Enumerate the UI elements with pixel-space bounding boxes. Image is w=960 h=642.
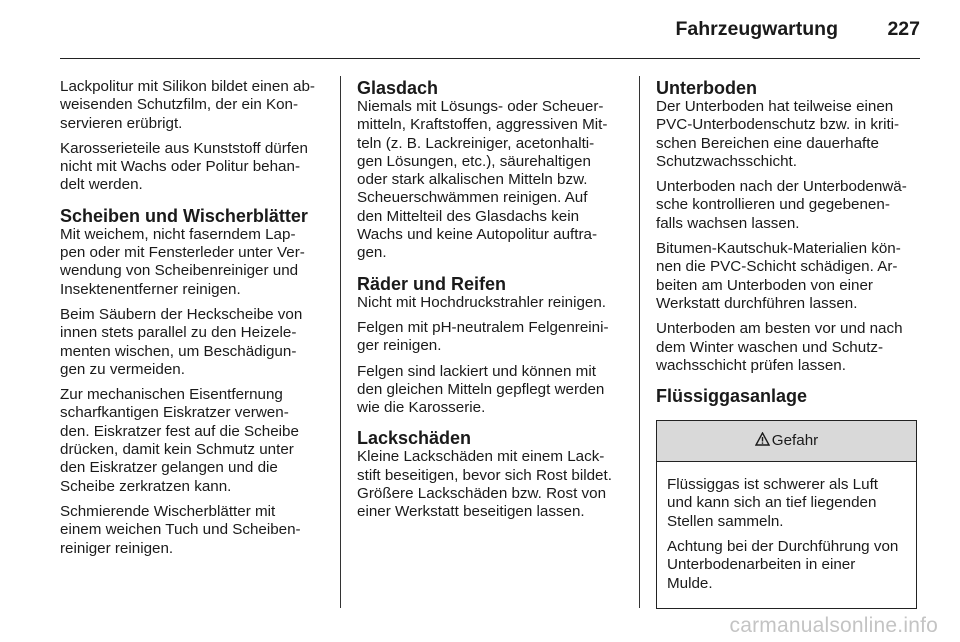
paragraph: Lackpolitur mit Silikon bildet einen ab- weisenden Schutzfilm, der ein Kon- servieren erübrigt. [60,78,315,132]
paragraph: Kleine Lackschäden mit einem Lack- stift beseitigen, bevor sich Rost bildet. Größere Lackschäden bzw. Rost von einer Werkstatt beseitigen lassen. [357,448,612,521]
warning-triangle-icon [755,432,772,451]
section-heading-scheiben: Scheiben und Wischerblätter [60,205,308,226]
paragraph: Unterboden nach der Unterbodenwä- sche kontrollieren und gegebenen- falls wachsen lassen. [656,178,907,232]
paragraph: Zur mechanischen Eisentfernung scharfkantigen Eiskratzer verwen- den. Eiskratzer fest auf die Scheibe drücken, damit kein Schmutz unter den Eiskratzer gelangen und die Scheibe zerkratzen kann. [60,386,299,495]
watermark: carmanualsonline.info [729,614,938,637]
paragraph: Niemals mit Lösungs- oder Scheuer- mitteln, Kraftstoffen, aggressiven Mit- teln (z. B. Lackreiniger, acetonhalti- gen Lösungen, etc.), säurehaltigen oder stark alkalischen Mitteln bzw. Scheuerschwämmen reinigen. Auf den Mittelteil des Glasdachs kein Wachs und keine Autopolitur auftra- gen. [357,98,608,262]
column-right [656,78,924,609]
danger-title: Gefahr [771,432,819,449]
column-left [60,78,330,565]
section-heading-raeder: Räder und Reifen [357,273,507,294]
paragraph: Mit weichem, nicht faserndem Lap- pen oder mit Fensterleder unter Ver- wendung von Scheibenreiniger und Insektenentferner reinigen. [60,225,305,298]
paragraph: Felgen mit pH-neutralem Felgenreini- ger reinigen. [357,318,609,355]
header-divider [60,58,920,59]
page-title: Fahrzeugwartung [675,18,838,40]
paragraph: Felgen sind lackiert und können mit den gleichen Mitteln gepflegt werden wie die Karosserie. [357,362,605,417]
page-number: 227 [887,18,920,40]
section-heading-glasdach: Glasdach [357,78,439,98]
section-heading-fluessiggas: Flüssiggasanlage [656,386,808,407]
paragraph: Der Unterboden hat teilweise einen PVC-Unterbodenschutz bzw. in kriti- schen Bereichen eine dauerhafte Schutzwachsschicht. [656,98,900,170]
paragraph: Unterboden am besten vor und nach dem Winter waschen und Schutz- wachsschicht prüfen lassen. [656,320,903,374]
paragraph: Bitumen-Kautschuk-Materialien kön- nen die PVC-Schicht schädigen. Ar- beiten am Unterboden von einer Werkstatt durchführen lassen. [656,240,901,312]
paragraph: Flüssiggas ist schwerer als Luft und kann sich an tief liegenden Stellen sammeln. [667,476,879,530]
danger-notice-box [656,420,917,609]
column-divider [639,76,640,608]
column-middle [357,78,625,529]
paragraph: Achtung bei der Durchführung von Unterbodenarbeiten in einer Mulde. [667,538,899,592]
danger-body [657,462,916,608]
column-divider [340,76,341,608]
section-heading-lackschaeden: Lackschäden [357,428,472,449]
paragraph: Nicht mit Hochdruckstrahler reinigen. [357,293,606,311]
section-heading-unterboden: Unterboden [656,78,757,98]
danger-header [657,421,916,462]
paragraph: Beim Säubern der Heckscheibe von innen stets parallel zu den Heizele- menten wischen, um Beschädigun- gen zu vermeiden. [60,305,303,378]
paragraph: Schmierende Wischerblätter mit einem weichen Tuch und Scheiben- reiniger reinigen. [60,502,301,557]
paragraph: Karosserieteile aus Kunststoff dürfen nicht mit Wachs oder Politur behan- delt werden. [60,139,308,194]
